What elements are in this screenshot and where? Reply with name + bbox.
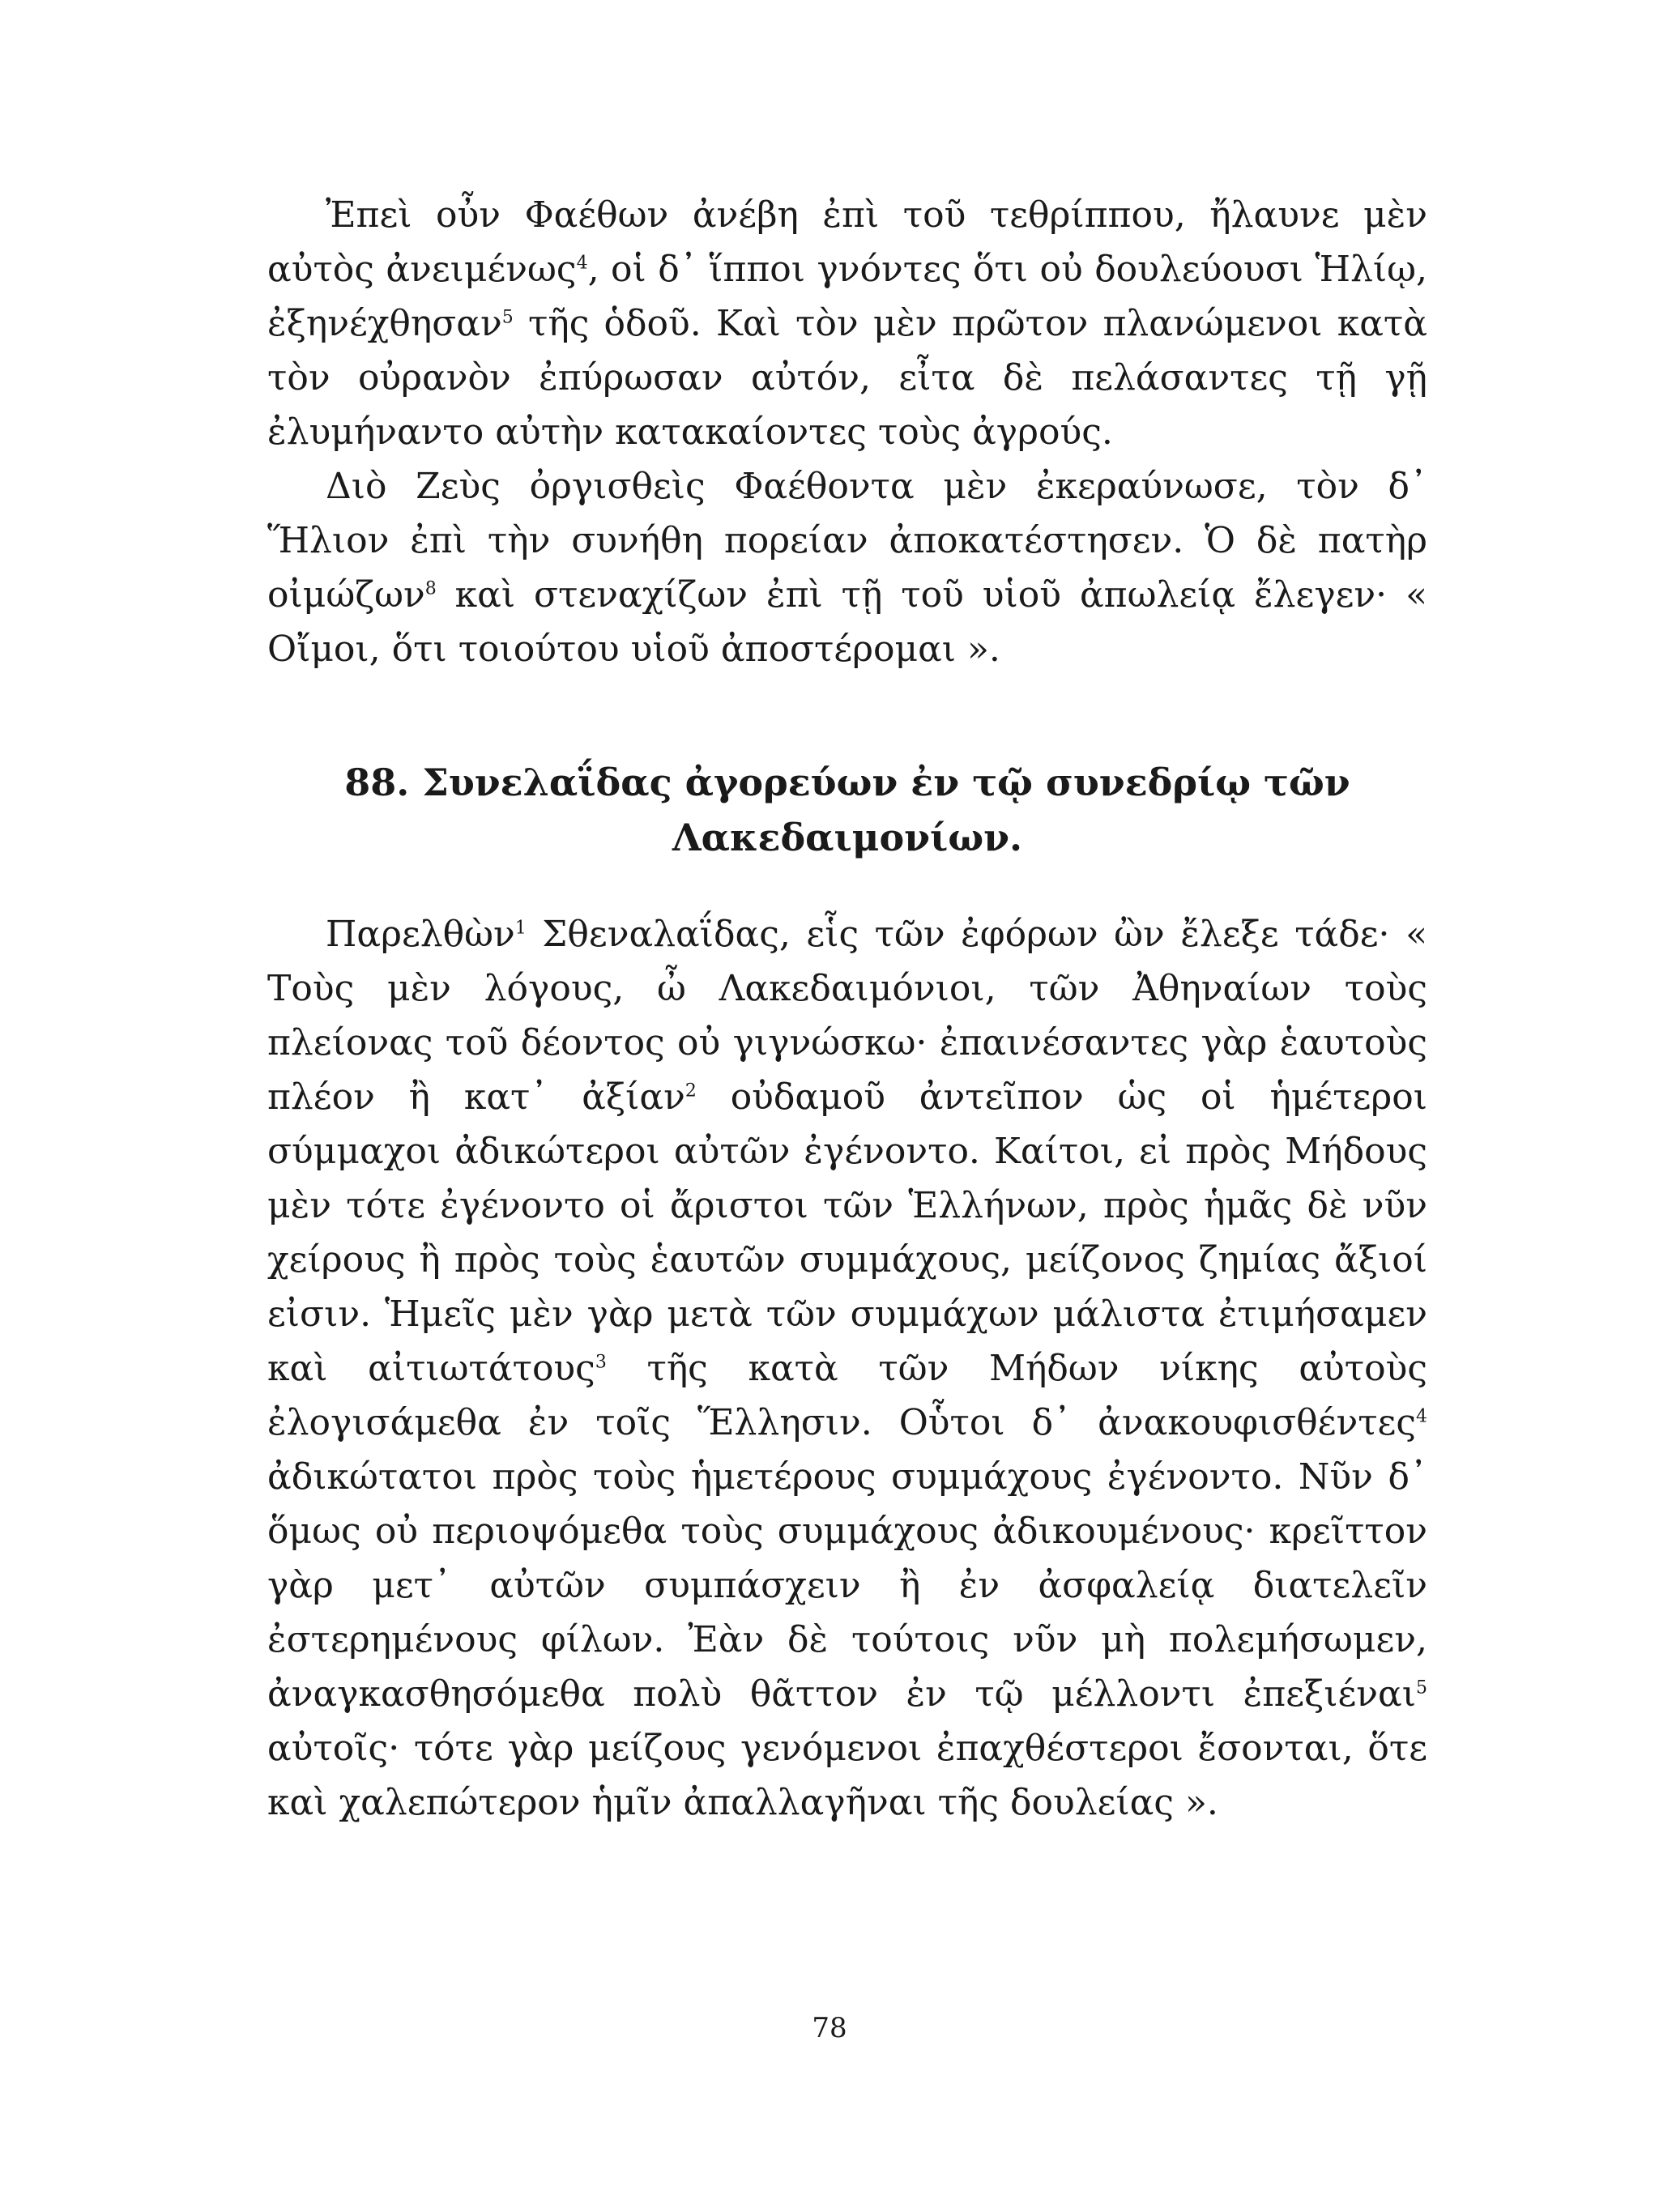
paragraph-text: καὶ στεναχίζων ἐπὶ τῇ τοῦ υἱοῦ ἀπωλείᾳ ἔλεγεν· « Οἴμοι, ὅτι τοιούτου υἱοῦ ἀποστέρομαι ». — [267, 574, 1427, 670]
footnote-marker: 3 — [595, 1352, 607, 1373]
footnote-marker: 4 — [576, 253, 588, 274]
paragraph-text: τῆς κατὰ τῶν Μήδων νίκης αὐτοὺς ἐλογισάμεθα ἐν τοῖς Ἕλλησιν. Οὗτοι δ᾽ ἀνακουφισθέντες — [267, 1348, 1427, 1443]
paragraph-text: Παρελθὼν — [326, 914, 515, 955]
paragraph-phaethon — [267, 188, 1427, 459]
paragraph-text: τῆς ὁδοῦ. Καὶ τὸν μὲν πρῶτον πλανώμενοι κατὰ τὸν οὐρανὸν ἐπύρωσαν αὐτόν, εἶτα δὲ πελάσαντες τῇ γῇ ἐλυμήναντο αὐτὴν κατακαίοντες τοὺς ἀγρούς. — [267, 303, 1427, 453]
section-heading — [267, 755, 1427, 865]
footnote-marker: 4 — [1416, 1406, 1427, 1427]
text-block-top — [267, 188, 1427, 676]
paragraph-zeus — [267, 459, 1427, 676]
paragraph-text: ἀδικώτατοι πρὸς τοὺς ἡμετέρους συμμάχους ἐγένοντο. Νῦν δ᾽ ὅμως οὐ περιοψόμεθα τοὺς συμμάχους ἀδικουμένους· κρεῖττον γὰρ μετ᾽ αὐτῶν συμπάσχειν ἢ ἐν ἀσφαλείᾳ διατελεῖν ἐστερημένους φίλων. Ἐὰν δὲ τούτοις νῦν μὴ πολεμήσωμεν, ἀναγκασθησόμεθα πολὺ θᾶττον ἐν τῷ μέλλοντι ἐπεξιέναι — [267, 1456, 1427, 1715]
footnote-marker: 5 — [1416, 1677, 1427, 1698]
footnote-marker: 2 — [684, 1080, 697, 1102]
page-number: 78 — [812, 2012, 847, 2044]
footnote-marker: 1 — [514, 918, 527, 939]
paragraph-text: Διὸ Ζεὺς ὀργισθεὶς Φαέθοντα μὲν ἐκεραύνωσε, τὸν δ᾽ Ἥλιον ἐπὶ τὴν συνήθη πορείαν ἀποκατέστησεν. Ὁ δὲ πατὴρ οἰμώζων — [267, 466, 1427, 616]
footnote-marker: 5 — [501, 307, 514, 328]
section-heading-line-1: 88. Συνελαΐδας ἀγορεύων ἐν τῷ συνεδρίῳ τῶν — [344, 761, 1350, 804]
text-block-bottom — [267, 907, 1427, 1830]
footnote-marker: 8 — [424, 578, 437, 599]
paragraph-text: , οἱ δ᾽ ἵπποι γνόντες ὅτι οὐ δουλεύουσι Ἡλίῳ, ἐξηνέχθησαν — [267, 249, 1427, 344]
paragraph-text: Ἐπεὶ οὖν Φαέθων ἀνέβη ἐπὶ τοῦ τεθρίππου, ἤλαυνε μὲν αὐτὸς ἀνειμένως — [267, 194, 1427, 290]
paragraph-text: αὐτοῖς· τότε γὰρ μείζους γενόμενοι ἐπαχθέστεροι ἔσονται, ὅτε καὶ χαλεπώτερον ἡμῖν ἀπαλλαγῆναι τῆς δουλείας ». — [267, 1728, 1427, 1823]
paragraph-text: Σθεναλαΐδας, εἷς τῶν ἐφόρων ὢν ἔλεξε τάδε· « Τοὺς μὲν λόγους, ὦ Λακεδαιμόνιοι, τῶν Ἀθηναίων τοὺς πλείονας τοῦ δέοντος οὐ γιγνώσκω· ἐπαινέσαντες γὰρ ἑαυτοὺς πλέον ἢ κατ᾽ ἀξίαν — [267, 914, 1427, 1118]
paragraph-speech — [267, 907, 1427, 1830]
section-heading-line-2: Λακεδαιμονίων. — [672, 816, 1023, 859]
paragraph-text: οὐδαμοῦ ἀντεῖπον ὡς οἱ ἡμέτεροι σύμμαχοι ἀδικώτεροι αὐτῶν ἐγένοντο. Καίτοι, εἰ πρὸς Μήδους μὲν τότε ἐγένοντο οἱ ἄριστοι τῶν Ἑλλήνων, πρὸς ἡμᾶς δὲ νῦν χείρους ἢ πρὸς τοὺς ἑαυτῶν συμμάχους, μείζονος ζημίας ἄξιοί εἰσιν. Ἡμεῖς μὲν γὰρ μετὰ τῶν συμμάχων μάλιστα ἐτιμήσαμεν καὶ αἰτιωτάτους — [267, 1076, 1427, 1389]
